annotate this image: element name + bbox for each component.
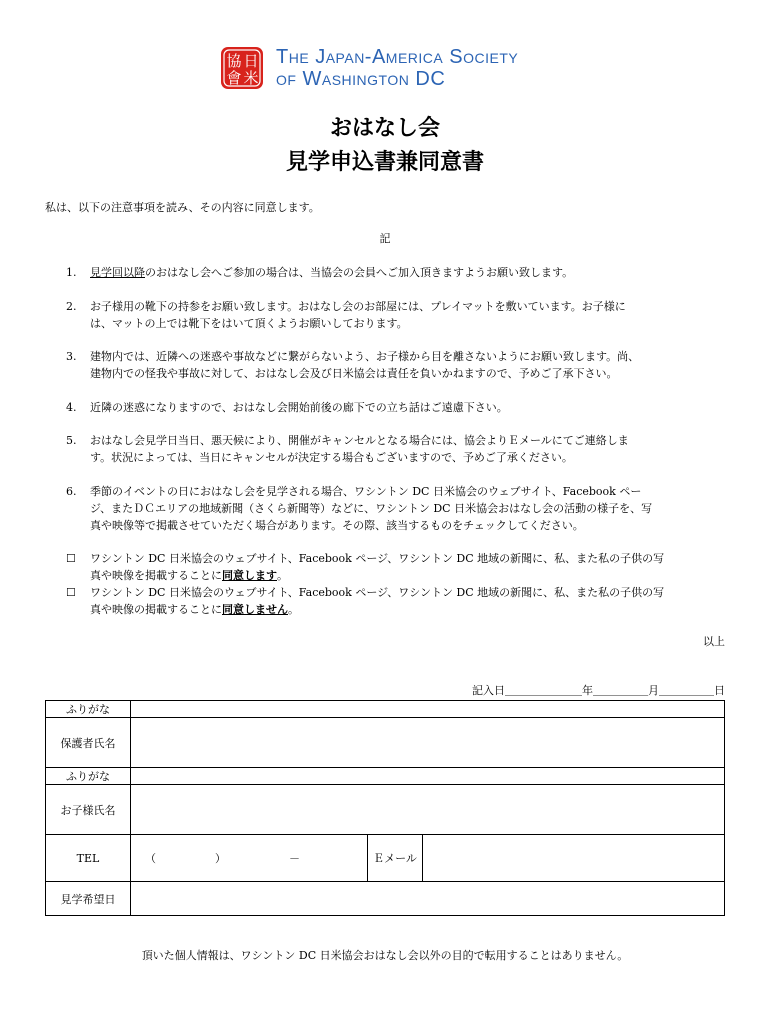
tel-dash: － <box>289 852 300 865</box>
consent-option-agree <box>66 550 728 584</box>
item-number: 2. <box>66 300 77 313</box>
item-number: 3. <box>66 350 77 363</box>
agree-checkbox[interactable]: ☐ <box>66 552 76 565</box>
guardian-furigana-field[interactable] <box>131 701 725 718</box>
form-row-guardian-name <box>46 718 725 768</box>
form-row-child-furigana <box>46 768 725 785</box>
header-logo <box>220 46 518 90</box>
consent-text-end: 。 <box>288 603 299 616</box>
tel-paren-open: （ <box>145 852 156 865</box>
consent-text-end: 。 <box>277 569 288 582</box>
disagree-checkbox[interactable]: ☐ <box>66 586 76 599</box>
svg-text:米: 米 <box>243 69 259 87</box>
item-text-line: 近隣の迷惑になりますので、おはなし会開始前後の廊下での立ち話はご遠慮下さい。 <box>90 401 508 414</box>
consent-option-disagree <box>66 584 728 618</box>
form-row-contact <box>46 835 725 882</box>
form-row-child-name <box>46 785 725 835</box>
intro-statement: 私は、以下の注意事項を読み、その内容に同意します。 <box>45 201 320 214</box>
item-text-line: ジ、またＤＣエリアの地域新聞（さくら新聞等）などに、ワシントン DC 日米協会おはなし会の活動の様子を、写 <box>90 502 653 515</box>
entry-date-field[interactable]: 記入日＿＿＿＿＿＿＿年＿＿＿＿＿月＿＿＿＿＿日 <box>472 684 725 697</box>
svg-text:協: 協 <box>226 52 242 70</box>
svg-text:日: 日 <box>243 52 259 70</box>
item-text-line: おはなし会見学日当日、悪天候により、開催がキャンセルとなる場合には、協会よりＥメールにてご連絡しま <box>90 434 629 447</box>
tel-label: TEL <box>46 835 131 882</box>
form-row-visit-date <box>46 882 725 916</box>
item-text-line: お子様用の靴下の持参をお願い致します。おはなし会のお部屋には、プレイマットを敷いています。お子様に <box>90 300 626 313</box>
email-field[interactable] <box>423 835 725 882</box>
item-text-line: 建物内では、近隣への迷惑や事故などに繋がらないよう、お子様から目を離さないようにお願い致します。尚、 <box>90 350 640 363</box>
child-name-label: お子様氏名 <box>46 785 131 835</box>
item-underlined-text: 見学回以降 <box>90 266 145 279</box>
ki-heading: 記 <box>379 232 391 245</box>
tel-paren-close: ） <box>215 852 226 865</box>
consent-agree-label: 同意します <box>222 569 277 582</box>
item-text-line: 季節のイベントの日におはなし会を見学される場合、ワシントン DC 日米協会のウェブサイト、Facebook ペー <box>90 485 642 498</box>
document-title-line1: おはなし会 <box>329 116 440 141</box>
furigana-label: ふりがな <box>46 768 131 785</box>
notice-item-1 <box>66 264 728 281</box>
item-text-line: 建物内での怪我や事故に対して、おはなし会及び日米協会は責任を負いかねますので、予めご了承下さい。 <box>90 367 618 380</box>
item-number: 4. <box>66 401 77 414</box>
child-name-field[interactable] <box>131 785 725 835</box>
guardian-name-field[interactable] <box>131 718 725 768</box>
org-name-line1: The Japan-America Society <box>276 46 519 68</box>
document-title-line2: 見学申込書兼同意書 <box>285 150 484 175</box>
visit-date-field[interactable] <box>131 882 725 916</box>
closing-ijo: 以上 <box>703 635 725 648</box>
item-number: 1. <box>66 266 77 279</box>
item-text-line: は、マットの上では靴下をはいて頂くようお願いしております。 <box>90 317 408 330</box>
application-form-table <box>45 700 725 916</box>
furigana-label: ふりがな <box>46 701 131 718</box>
consent-text: 真や映像の掲載することに <box>90 603 222 616</box>
visit-date-label: 見学希望日 <box>46 882 131 916</box>
tel-field[interactable] <box>131 835 368 882</box>
child-furigana-field[interactable] <box>131 768 725 785</box>
notice-item-6 <box>66 483 728 534</box>
item-text: のおはなし会へご参加の場合は、当協会の会員へご加入頂きますようお願い致します。 <box>145 266 574 279</box>
organization-name <box>276 46 518 90</box>
form-row-guardian-furigana <box>46 701 725 718</box>
item-number: 6. <box>66 485 77 498</box>
notice-item-2 <box>66 298 728 332</box>
privacy-notice: 頂いた個人情報は、ワシントン DC 日米協会おはなし会以外の目的で転用することはありません。 <box>141 949 629 962</box>
item-number: 5. <box>66 434 77 447</box>
svg-text:會: 會 <box>226 69 242 87</box>
email-label: Ｅメール <box>368 835 423 882</box>
consent-text-line: ワシントン DC 日米協会のウェブサイト、Facebook ページ、ワシントン DC 地域の新聞に、私、また私の子供の写 <box>90 552 665 565</box>
org-name-line2: of Washington DC <box>276 68 446 90</box>
notice-item-3 <box>66 348 728 382</box>
notice-item-5 <box>66 432 728 466</box>
society-seal-logo <box>220 46 264 90</box>
consent-text-line: ワシントン DC 日米協会のウェブサイト、Facebook ページ、ワシントン DC 地域の新聞に、私、また私の子供の写 <box>90 586 665 599</box>
item-text-line: す。状況によっては、当日にキャンセルが決定する場合もございますので、予めご了承ください。 <box>90 451 573 464</box>
guardian-name-label: 保護者氏名 <box>46 718 131 768</box>
consent-text: 真や映像を掲載することに <box>90 569 222 582</box>
item-text-line: 真や映像等で掲載させていただく場合があります。その際、該当するものをチェックしてください。 <box>90 519 584 532</box>
notice-item-4 <box>66 399 728 416</box>
consent-disagree-label: 同意しません <box>222 603 288 616</box>
